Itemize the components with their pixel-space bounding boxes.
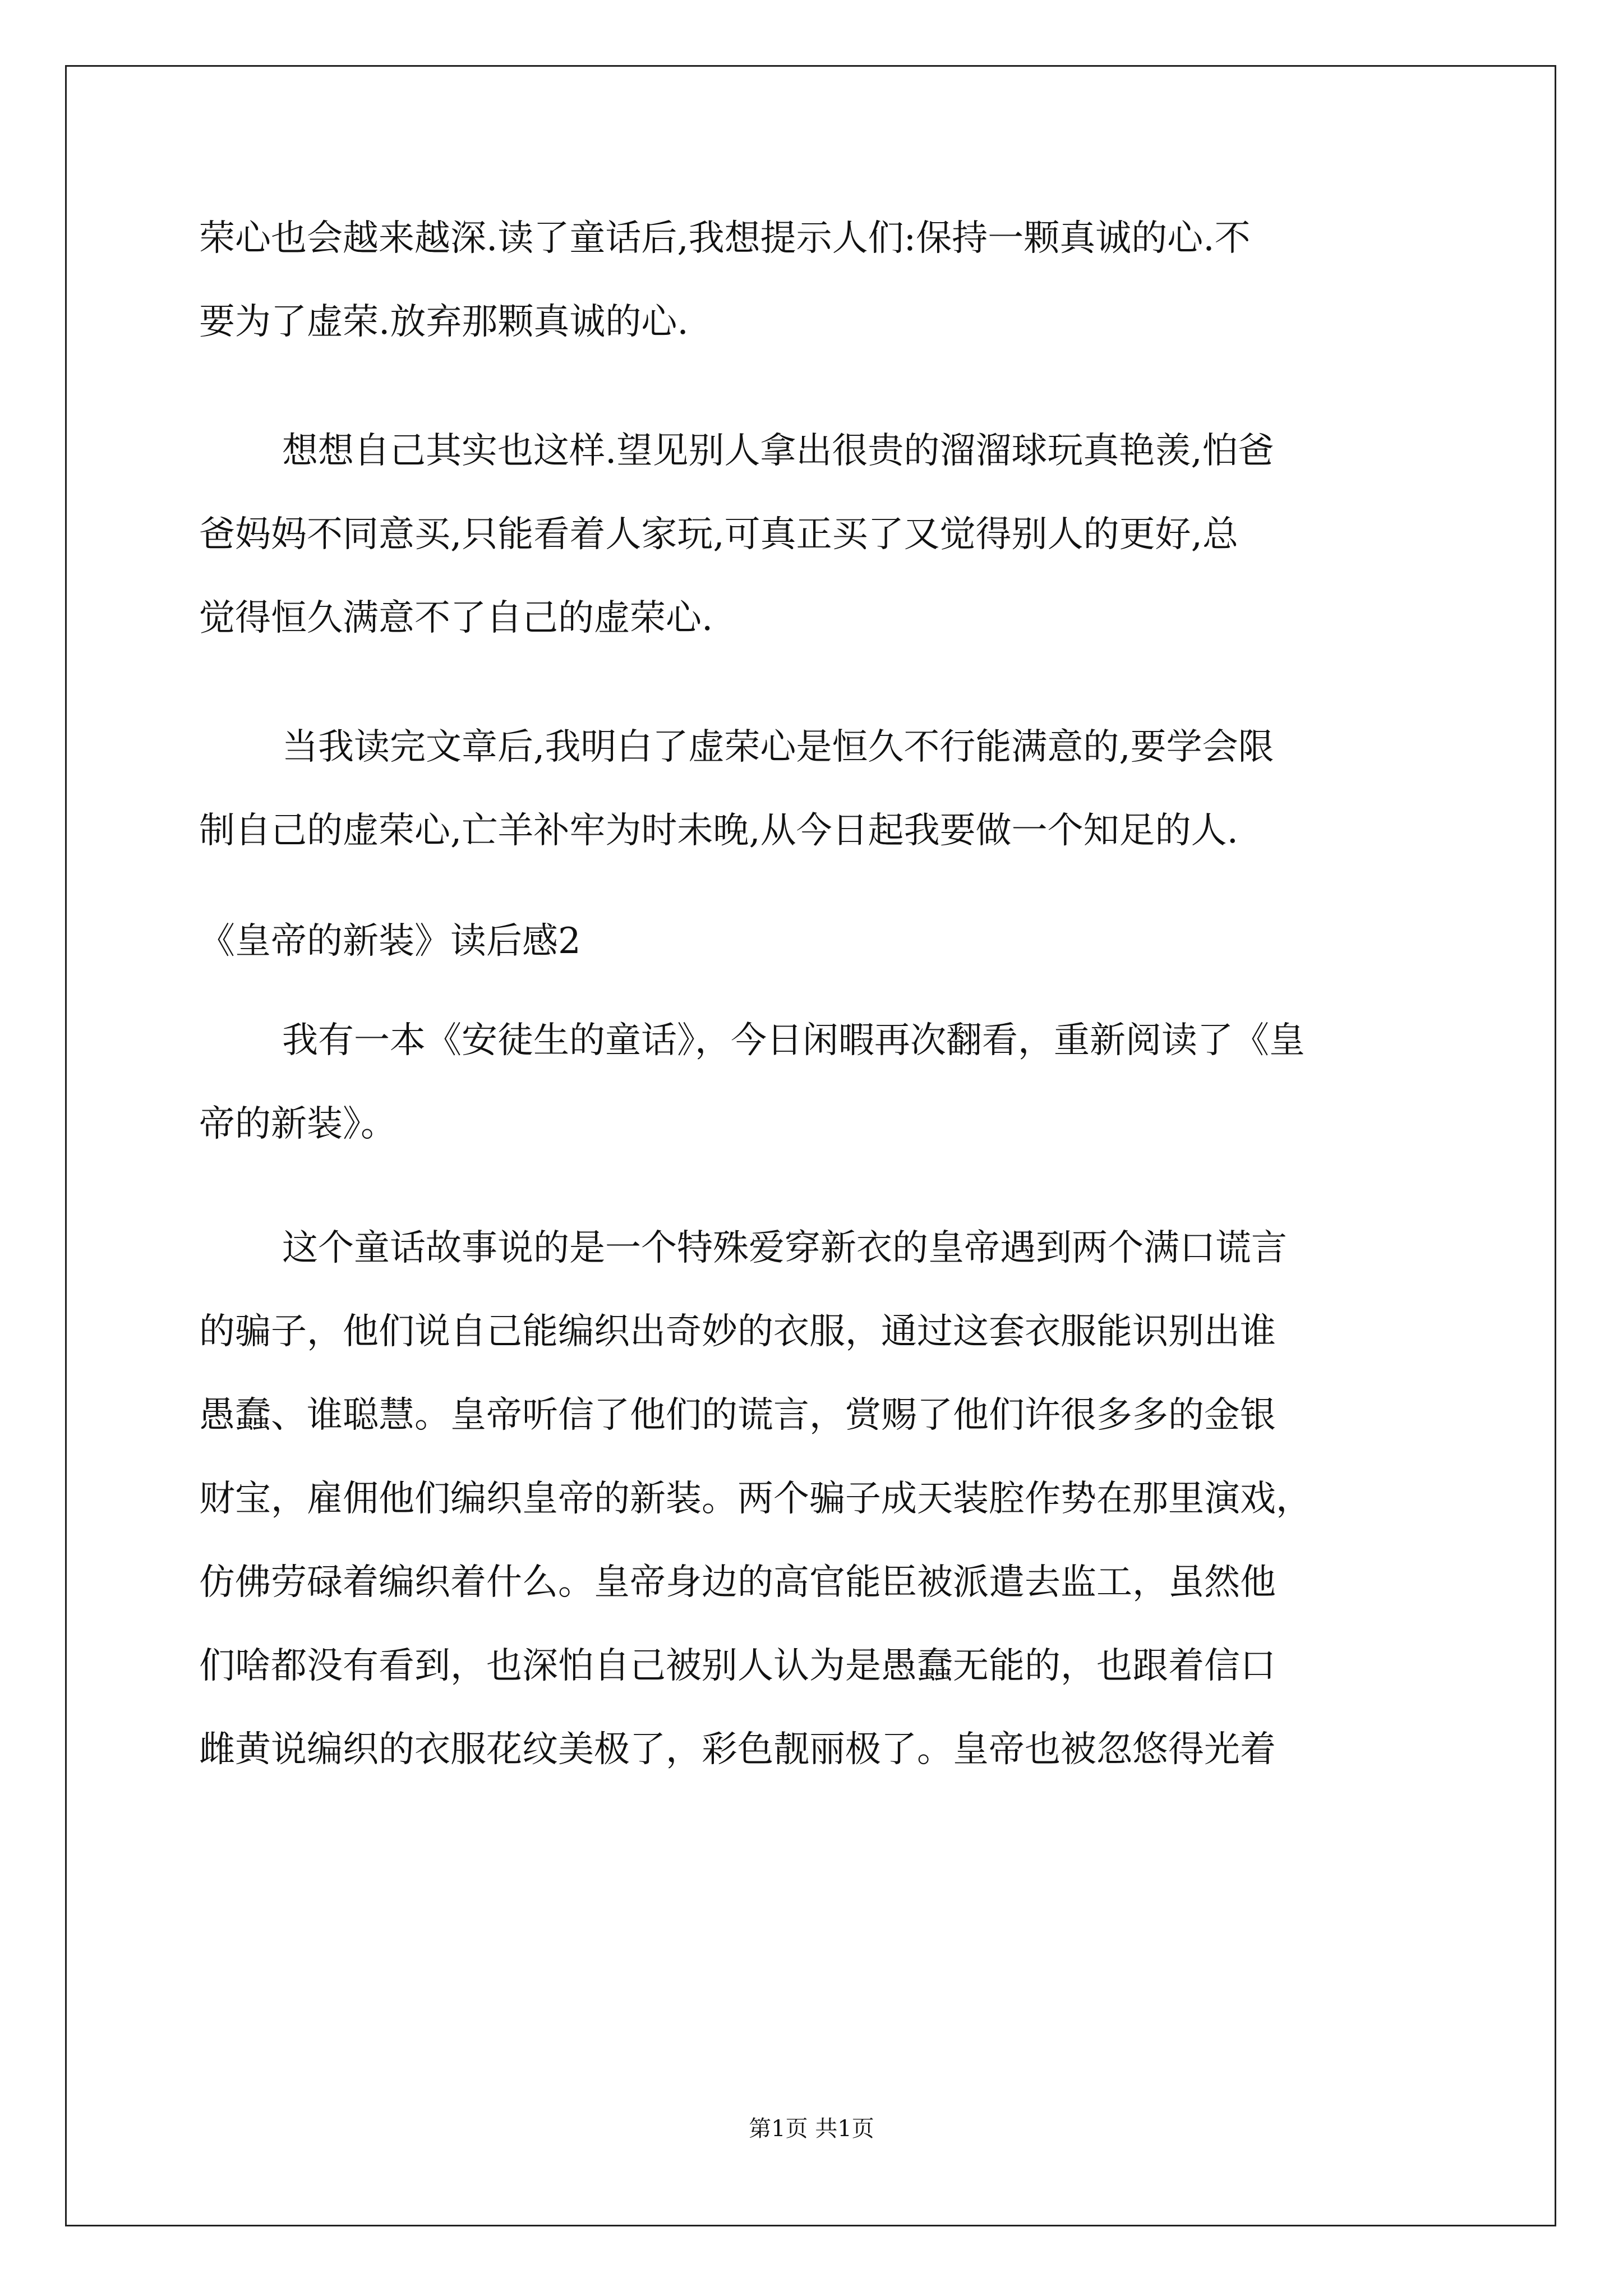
text-line: 仿佛劳碌着编织着什么。皇帝身边的高官能臣被派遣去监工，虽然他	[199, 1562, 1276, 1603]
text-line: 制自己的虚荣心,亡羊补牢为时未晚,从今日起我要做一个知足的人.	[199, 810, 1239, 852]
text-line: 的骗子，他们说自己能编织出奇妙的衣服，通过这套衣服能识别出谁	[199, 1311, 1276, 1352]
text-line: 愚蠢、谁聪慧。皇帝听信了他们的谎言，赏赐了他们许很多多的金银	[199, 1395, 1276, 1436]
text-line: 荣心也会越来越深.读了童话后,我想提示人们:保持一颗真诚的心.不	[199, 218, 1251, 259]
text-line: 觉得恒久满意不了自己的虚荣心.	[199, 597, 713, 639]
paragraph-first-line: 当我读完文章后,我明白了虚荣心是恒久不行能满意的,要学会限	[282, 726, 1274, 768]
section-heading: 《皇帝的新装》读后感2	[199, 921, 581, 962]
paragraph-first-line: 这个童话故事说的是一个特殊爱穿新衣的皇帝遇到两个满口谎言	[282, 1227, 1287, 1269]
text-line: 雌黄说编织的衣服花纹美极了，彩色靓丽极了。皇帝也被忽悠得光着	[199, 1729, 1276, 1770]
text-line: 们啥都没有看到，也深怕自己被别人认为是愚蠢无能的，也跟着信口	[199, 1645, 1276, 1687]
paragraph-first-line: 想想自己其实也这样.望见别人拿出很贵的溜溜球玩真艳羡,怕爸	[282, 430, 1274, 472]
text-line: 帝的新装》。	[199, 1103, 396, 1145]
text-line: 要为了虚荣.放弃那颗真诚的心.	[199, 301, 689, 343]
page-footer: 第1页 共1页	[749, 2116, 874, 2142]
text-line: 财宝，雇佣他们编织皇帝的新装。两个骗子成天装腔作势在那里演戏，	[199, 1478, 1312, 1520]
text-line: 爸妈妈不同意买,只能看着人家玩,可真正买了又觉得别人的更好,总	[199, 514, 1239, 555]
paragraph-first-line: 我有一本《安徒生的童话》，今日闲暇再次翻看，重新阅读了《皇	[282, 1020, 1305, 1061]
